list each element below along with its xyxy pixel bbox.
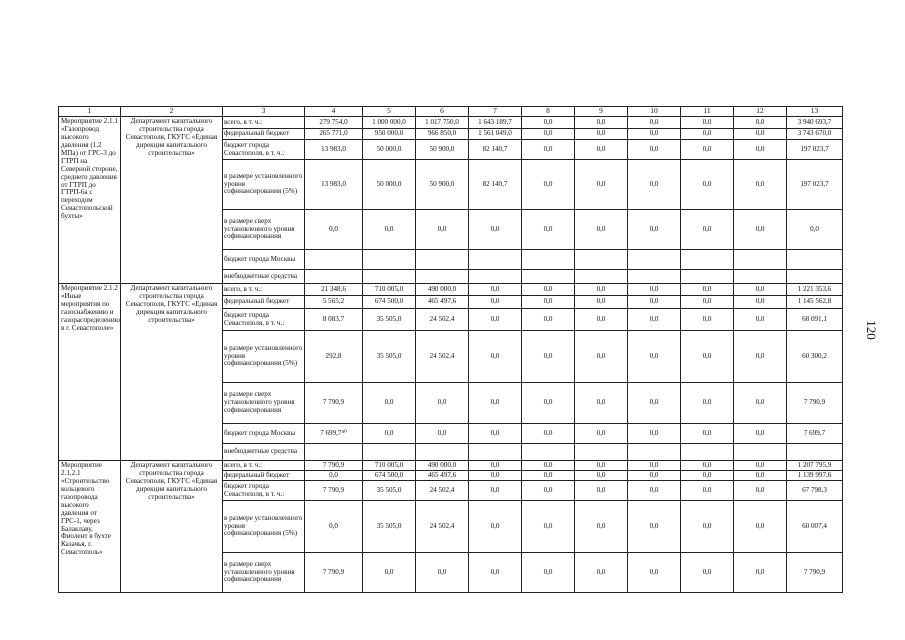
table-row [59, 284, 843, 296]
value-cell: 0,0 [469, 471, 522, 481]
funding-source-label: федеральный бюджет [223, 471, 305, 481]
value-cell: 265 771,0 [305, 129, 363, 140]
value-cell: 0,0 [628, 296, 681, 309]
value-cell: 0,0 [363, 210, 416, 250]
value-cell: 0,0 [628, 471, 681, 481]
value-cell: 7 790,9 [305, 461, 363, 471]
value-cell: 68 091,1 [787, 309, 843, 331]
value-cell: 3 940 693,7 [787, 117, 843, 129]
value-cell: 0,0 [734, 296, 787, 309]
value-cell: 0,0 [681, 117, 734, 129]
value-cell: 60 300,2 [787, 331, 843, 383]
value-cell: 0,0 [469, 210, 522, 250]
value-cell: 0,0 [416, 424, 469, 444]
value-cell: 8 083,7 [305, 309, 363, 331]
value-cell: 0,0 [628, 129, 681, 140]
value-cell: 710 005,0 [363, 284, 416, 296]
value-cell: 0,0 [416, 210, 469, 250]
value-cell: 7 699,7 [787, 424, 843, 444]
value-cell: 0,0 [575, 461, 628, 471]
value-cell: 0,0 [681, 501, 734, 553]
value-cell [681, 444, 734, 461]
value-cell: 490 000,0 [416, 284, 469, 296]
executor-cell [121, 284, 223, 461]
value-cell: 60 007,4 [787, 501, 843, 553]
value-cell: 950 000,0 [363, 129, 416, 140]
header-cell-7: 7 [469, 107, 522, 117]
measure-name: Мероприятие 2.1.2.1 «Строительство кольцевого газопровода высокого давления от ГРС-1, через Балаклаву, Фиолент в бухте Казачья, г. Севастополь» [61, 461, 111, 557]
value-cell: 0,0 [363, 424, 416, 444]
value-cell: 0,0 [734, 210, 787, 250]
value-cell: 0,0 [681, 331, 734, 383]
value-cell: 0,0 [469, 481, 522, 501]
value-cell: 0,0 [734, 501, 787, 553]
value-cell: 0,0 [628, 501, 681, 553]
value-cell: 0,0 [522, 117, 575, 129]
value-cell: 0,0 [575, 210, 628, 250]
value-cell [416, 270, 469, 284]
value-cell [575, 444, 628, 461]
value-cell: 21 348,6 [305, 284, 363, 296]
value-cell: 0,0 [787, 210, 843, 250]
value-cell [522, 444, 575, 461]
value-cell: 0,0 [522, 461, 575, 471]
value-cell [305, 270, 363, 284]
value-cell [305, 444, 363, 461]
funding-source-label: в размере установленного уровня софинансирования (5%) [223, 501, 305, 553]
value-cell: 0,0 [469, 461, 522, 471]
value-cell: 465 497,6 [416, 296, 469, 309]
value-cell: 0,0 [416, 383, 469, 424]
value-cell: 0,0 [681, 553, 734, 593]
value-cell: 0,0 [628, 140, 681, 160]
value-cell [522, 250, 575, 270]
value-cell: 0,0 [363, 383, 416, 424]
header-cell-1: 1 [59, 107, 121, 117]
value-cell [416, 444, 469, 461]
value-cell: 0,0 [522, 210, 575, 250]
value-cell: 0,0 [575, 284, 628, 296]
value-cell [628, 444, 681, 461]
value-cell: 0,0 [628, 210, 681, 250]
value-cell: 0,0 [734, 553, 787, 593]
value-cell: 0,0 [681, 296, 734, 309]
value-cell [469, 444, 522, 461]
value-cell: 0,0 [522, 140, 575, 160]
value-cell: 0,0 [734, 383, 787, 424]
value-cell: 0,0 [575, 309, 628, 331]
value-cell: 0,0 [522, 424, 575, 444]
value-cell: 0,0 [575, 471, 628, 481]
value-cell [628, 250, 681, 270]
value-cell: 7 699,7⁴⁰ [305, 424, 363, 444]
value-cell: 0,0 [734, 129, 787, 140]
header-row [59, 107, 843, 117]
value-cell: 0,0 [575, 140, 628, 160]
value-cell: 674 500,0 [363, 471, 416, 481]
table-row [59, 461, 843, 471]
value-cell [363, 250, 416, 270]
value-cell [416, 250, 469, 270]
value-cell: 0,0 [681, 424, 734, 444]
funding-source-label: всего, в т. ч.: [223, 461, 305, 471]
value-cell: 0,0 [681, 140, 734, 160]
value-cell: 0,0 [734, 481, 787, 501]
value-cell [469, 250, 522, 270]
value-cell: 1 643 189,7 [469, 117, 522, 129]
value-cell: 0,0 [681, 129, 734, 140]
value-cell: 0,0 [575, 553, 628, 593]
header-cell-3: 3 [223, 107, 305, 117]
value-cell [787, 250, 843, 270]
value-cell: 0,0 [734, 424, 787, 444]
value-cell: 0,0 [734, 284, 787, 296]
value-cell: 50 900,0 [416, 160, 469, 210]
executor-name: Департамент капитального строительства города Севастополя, ГКУГС «Единая дирекция капитального строительства» [125, 117, 218, 157]
value-cell: 0,0 [575, 117, 628, 129]
value-cell [469, 270, 522, 284]
value-cell [734, 270, 787, 284]
header-cell-13: 13 [787, 107, 843, 117]
value-cell: 0,0 [681, 284, 734, 296]
value-cell [522, 270, 575, 284]
value-cell [305, 250, 363, 270]
value-cell: 50 000,0 [363, 160, 416, 210]
value-cell: 0,0 [522, 501, 575, 553]
value-cell: 0,0 [575, 424, 628, 444]
value-cell: 35 505,0 [363, 481, 416, 501]
executor-cell [121, 117, 223, 284]
executor-name: Департамент капитального строительства города Севастополя, ГКУГС «Единая дирекция капитального строительства» [125, 461, 218, 501]
value-cell: 0,0 [522, 471, 575, 481]
value-cell: 197 023,7 [787, 140, 843, 160]
value-cell: 465 497,6 [416, 471, 469, 481]
value-cell: 279 754,0 [305, 117, 363, 129]
value-cell: 24 502,4 [416, 309, 469, 331]
value-cell: 82 140,7 [469, 160, 522, 210]
value-cell: 0,0 [416, 553, 469, 593]
measure-name-cell [59, 284, 121, 461]
header-cell-5: 5 [363, 107, 416, 117]
header-cell-11: 11 [681, 107, 734, 117]
value-cell: 0,0 [469, 501, 522, 553]
measure-name-cell [59, 117, 121, 284]
funding-source-label: в размере сверх установленного уровня софинансирования [223, 383, 305, 424]
value-cell [363, 270, 416, 284]
header-cell-2: 2 [121, 107, 223, 117]
value-cell: 966 850,0 [416, 129, 469, 140]
value-cell: 7 790,9 [787, 383, 843, 424]
value-cell: 0,0 [575, 129, 628, 140]
value-cell: 0,0 [734, 461, 787, 471]
value-cell: 1 139 997,6 [787, 471, 843, 481]
value-cell: 0,0 [628, 383, 681, 424]
value-cell: 197 023,7 [787, 160, 843, 210]
value-cell: 0,0 [681, 481, 734, 501]
value-cell: 0,0 [575, 481, 628, 501]
value-cell: 0,0 [469, 309, 522, 331]
value-cell: 0,0 [469, 331, 522, 383]
value-cell: 3 743 670,0 [787, 129, 843, 140]
value-cell: 24 502,4 [416, 331, 469, 383]
value-cell [681, 250, 734, 270]
value-cell: 0,0 [575, 383, 628, 424]
value-cell [787, 444, 843, 461]
value-cell [681, 270, 734, 284]
value-cell: 0,0 [628, 117, 681, 129]
value-cell: 1 145 562,8 [787, 296, 843, 309]
value-cell: 0,0 [522, 296, 575, 309]
value-cell: 35 505,0 [363, 331, 416, 383]
value-cell: 1 561 049,0 [469, 129, 522, 140]
executor-name: Департамент капитального строительства города Севастополя, ГКУГС «Единая дирекция капитального строительства» [125, 284, 218, 324]
header-cell-6: 6 [416, 107, 469, 117]
value-cell: 0,0 [681, 461, 734, 471]
value-cell: 0,0 [681, 309, 734, 331]
value-cell: 0,0 [734, 471, 787, 481]
value-cell: 0,0 [305, 210, 363, 250]
value-cell: 0,0 [469, 424, 522, 444]
funding-source-label: всего, в т. ч.: [223, 117, 305, 129]
value-cell [575, 250, 628, 270]
funding-source-label: внебюджетные средства [223, 270, 305, 284]
value-cell: 0,0 [628, 461, 681, 471]
value-cell: 67 798,3 [787, 481, 843, 501]
value-cell: 292,8 [305, 331, 363, 383]
value-cell [734, 250, 787, 270]
value-cell: 0,0 [575, 331, 628, 383]
value-cell: 1 017 750,0 [416, 117, 469, 129]
value-cell: 0,0 [628, 553, 681, 593]
value-cell: 13 983,0 [305, 140, 363, 160]
value-cell: 24 502,4 [416, 481, 469, 501]
value-cell: 13 983,0 [305, 160, 363, 210]
value-cell: 0,0 [522, 284, 575, 296]
funding-source-label: всего, в т. ч.: [223, 284, 305, 296]
funding-source-label: бюджет города Севастополя, в т. ч.: [223, 481, 305, 501]
funding-source-label: бюджет города Севастополя, в т. ч.: [223, 140, 305, 160]
header-cell-9: 9 [575, 107, 628, 117]
value-cell: 0,0 [681, 210, 734, 250]
header-cell-4: 4 [305, 107, 363, 117]
value-cell: 7 790,9 [305, 383, 363, 424]
measure-name: Мероприятие 2.1.1 «Газопровод высокого давления (1,2 МПа) от ГРС-3 до ГТРП на Северной стороне, среднего давления от ГТРП до ГТРП-6а с переходом Севастопольской бухты» [61, 117, 118, 221]
funding-source-label: федеральный бюджет [223, 296, 305, 309]
value-cell: 0,0 [628, 284, 681, 296]
value-cell: 0,0 [628, 309, 681, 331]
value-cell [575, 270, 628, 284]
table-row [59, 117, 843, 129]
funding-source-label: внебюджетные средства [223, 444, 305, 461]
value-cell: 0,0 [734, 160, 787, 210]
funding-source-label: в размере установленного уровня софинансирования (5%) [223, 160, 305, 210]
measure-name: Мероприятие 2.1.2 «Иные мероприятия по газоснабжению и газораспределению в г. Севастополе» [61, 284, 120, 332]
funding-table [58, 106, 843, 593]
value-cell: 1 221 353,6 [787, 284, 843, 296]
value-cell: 0,0 [522, 331, 575, 383]
value-cell: 0,0 [305, 501, 363, 553]
value-cell: 0,0 [734, 117, 787, 129]
value-cell: 0,0 [522, 481, 575, 501]
value-cell: 0,0 [734, 140, 787, 160]
funding-source-label: в размере сверх установленного уровня софинансирования [223, 210, 305, 250]
value-cell: 5 565,2 [305, 296, 363, 309]
value-cell: 0,0 [522, 553, 575, 593]
value-cell: 0,0 [628, 160, 681, 210]
executor-cell [121, 461, 223, 593]
value-cell: 0,0 [522, 160, 575, 210]
value-cell: 35 505,0 [363, 501, 416, 553]
page-number: 120 [864, 320, 879, 340]
value-cell: 24 502,4 [416, 501, 469, 553]
value-cell: 50 000,0 [363, 140, 416, 160]
header-cell-12: 12 [734, 107, 787, 117]
value-cell [363, 444, 416, 461]
value-cell: 0,0 [681, 160, 734, 210]
value-cell: 1 207 795,9 [787, 461, 843, 471]
funding-source-label: в размере сверх установленного уровня софинансирования [223, 553, 305, 593]
value-cell: 7 790,9 [305, 481, 363, 501]
value-cell: 1 000 000,0 [363, 117, 416, 129]
value-cell: 0,0 [469, 553, 522, 593]
value-cell: 0,0 [575, 501, 628, 553]
value-cell: 82 140,7 [469, 140, 522, 160]
header-cell-8: 8 [522, 107, 575, 117]
value-cell: 674 500,0 [363, 296, 416, 309]
value-cell: 0,0 [522, 383, 575, 424]
value-cell [787, 270, 843, 284]
value-cell: 0,0 [575, 296, 628, 309]
value-cell: 0,0 [469, 383, 522, 424]
value-cell: 7 790,9 [305, 553, 363, 593]
funding-source-label: бюджет города Москвы [223, 250, 305, 270]
value-cell: 0,0 [363, 553, 416, 593]
funding-source-label: в размере установленного уровня софинансирования (5%) [223, 331, 305, 383]
value-cell: 0,0 [681, 471, 734, 481]
measure-name-cell [59, 461, 121, 593]
value-cell: 50 900,0 [416, 140, 469, 160]
value-cell: 0,0 [522, 129, 575, 140]
funding-source-label: федеральный бюджет [223, 129, 305, 140]
value-cell: 0,0 [305, 471, 363, 481]
value-cell: 0,0 [734, 309, 787, 331]
value-cell: 0,0 [628, 481, 681, 501]
value-cell: 0,0 [628, 331, 681, 383]
value-cell: 0,0 [469, 284, 522, 296]
value-cell: 490 000,0 [416, 461, 469, 471]
funding-source-label: бюджет города Севастополя, в т. ч.: [223, 309, 305, 331]
value-cell: 0,0 [681, 383, 734, 424]
header-cell-10: 10 [628, 107, 681, 117]
value-cell: 710 005,0 [363, 461, 416, 471]
value-cell [734, 444, 787, 461]
value-cell: 0,0 [575, 160, 628, 210]
value-cell [628, 270, 681, 284]
value-cell: 35 505,0 [363, 309, 416, 331]
funding-source-label: бюджет города Москвы [223, 424, 305, 444]
value-cell: 0,0 [522, 309, 575, 331]
value-cell: 0,0 [469, 296, 522, 309]
value-cell: 7 790,9 [787, 553, 843, 593]
value-cell: 0,0 [628, 424, 681, 444]
value-cell: 0,0 [734, 331, 787, 383]
